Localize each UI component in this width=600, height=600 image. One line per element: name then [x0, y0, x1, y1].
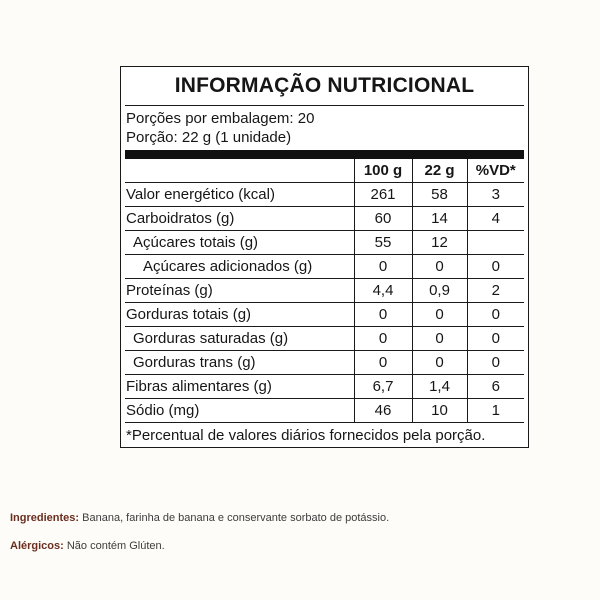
nutrient-name: Valor energético (kcal) [125, 183, 354, 207]
table-header-row [125, 159, 524, 183]
column-header: 22 g [412, 159, 467, 183]
table-row [125, 327, 524, 351]
serving-size: Porção: 22 g (1 unidade) [126, 129, 292, 146]
nutrient-name: Gorduras saturadas (g) [125, 327, 354, 351]
nutrient-value-perServing: 14 [412, 207, 467, 231]
header-blank-cell [125, 159, 354, 183]
servings-per-package: Porções por embalagem: 20 [126, 110, 315, 127]
nutrient-value-perServing: 0,9 [412, 279, 467, 303]
nutrient-name: Gorduras totais (g) [125, 303, 354, 327]
nutrient-value-per100: 6,7 [354, 375, 412, 399]
nutrient-value-per100: 4,4 [354, 279, 412, 303]
nutrient-value-dv: 0 [467, 327, 524, 351]
nutrient-name: Proteínas (g) [125, 279, 354, 303]
nutrient-value-dv [467, 231, 524, 255]
nutrient-value-perServing: 10 [412, 399, 467, 423]
nutrient-value-perServing: 1,4 [412, 375, 467, 399]
table-row [125, 231, 524, 255]
nutrient-value-per100: 0 [354, 303, 412, 327]
nutrient-value-perServing: 0 [412, 351, 467, 375]
nutrient-value-per100: 0 [354, 327, 412, 351]
table-row [125, 207, 524, 231]
nutrient-value-dv: 4 [467, 207, 524, 231]
nutrient-name: Açúcares adicionados (g) [125, 255, 354, 279]
nutrient-name: Fibras alimentares (g) [125, 375, 354, 399]
nutrient-value-perServing: 0 [412, 303, 467, 327]
nutrient-name: Sódio (mg) [125, 399, 354, 423]
label-title: INFORMAÇÃO NUTRICIONAL [125, 67, 524, 106]
nutrient-value-dv: 6 [467, 375, 524, 399]
nutrient-value-per100: 261 [354, 183, 412, 207]
nutrient-name: Açúcares totais (g) [125, 231, 354, 255]
nutrient-value-per100: 0 [354, 351, 412, 375]
daily-value-footnote: *Percentual de valores diários fornecidos pela porção. [126, 427, 486, 444]
allergens-line [10, 540, 165, 552]
nutrient-value-per100: 46 [354, 399, 412, 423]
nutrient-value-dv: 0 [467, 303, 524, 327]
thick-divider [125, 150, 524, 159]
nutrient-value-perServing: 12 [412, 231, 467, 255]
nutrient-value-dv: 0 [467, 255, 524, 279]
nutrient-name: Carboidratos (g) [125, 207, 354, 231]
ingredients-label: Ingredientes: [10, 512, 80, 524]
nutrient-value-per100: 60 [354, 207, 412, 231]
table-row [125, 351, 524, 375]
table-row [125, 255, 524, 279]
table-row [125, 399, 524, 423]
nutrient-value-per100: 0 [354, 255, 412, 279]
allergens-label: Alérgicos: [10, 540, 64, 552]
nutrient-value-dv: 0 [467, 351, 524, 375]
nutrient-value-dv: 2 [467, 279, 524, 303]
nutrient-value-dv: 1 [467, 399, 524, 423]
nutrient-value-per100: 55 [354, 231, 412, 255]
table-row [125, 375, 524, 399]
table-row [125, 279, 524, 303]
ingredients-line [10, 512, 389, 524]
table-row [125, 303, 524, 327]
nutrient-name: Gorduras trans (g) [125, 351, 354, 375]
nutrition-facts-panel [120, 66, 529, 448]
nutrient-value-perServing: 0 [412, 327, 467, 351]
column-header: %VD* [467, 159, 524, 183]
nutrient-value-dv: 3 [467, 183, 524, 207]
table-row [125, 183, 524, 207]
allergens-text: Não contém Glúten. [66, 540, 165, 552]
ingredients-text: Banana, farinha de banana e conservante sorbato de potássio. [82, 512, 390, 524]
nutrient-value-perServing: 0 [412, 255, 467, 279]
serving-info [121, 106, 528, 150]
nutrition-table [125, 159, 524, 423]
nutrient-value-perServing: 58 [412, 183, 467, 207]
column-header: 100 g [354, 159, 412, 183]
